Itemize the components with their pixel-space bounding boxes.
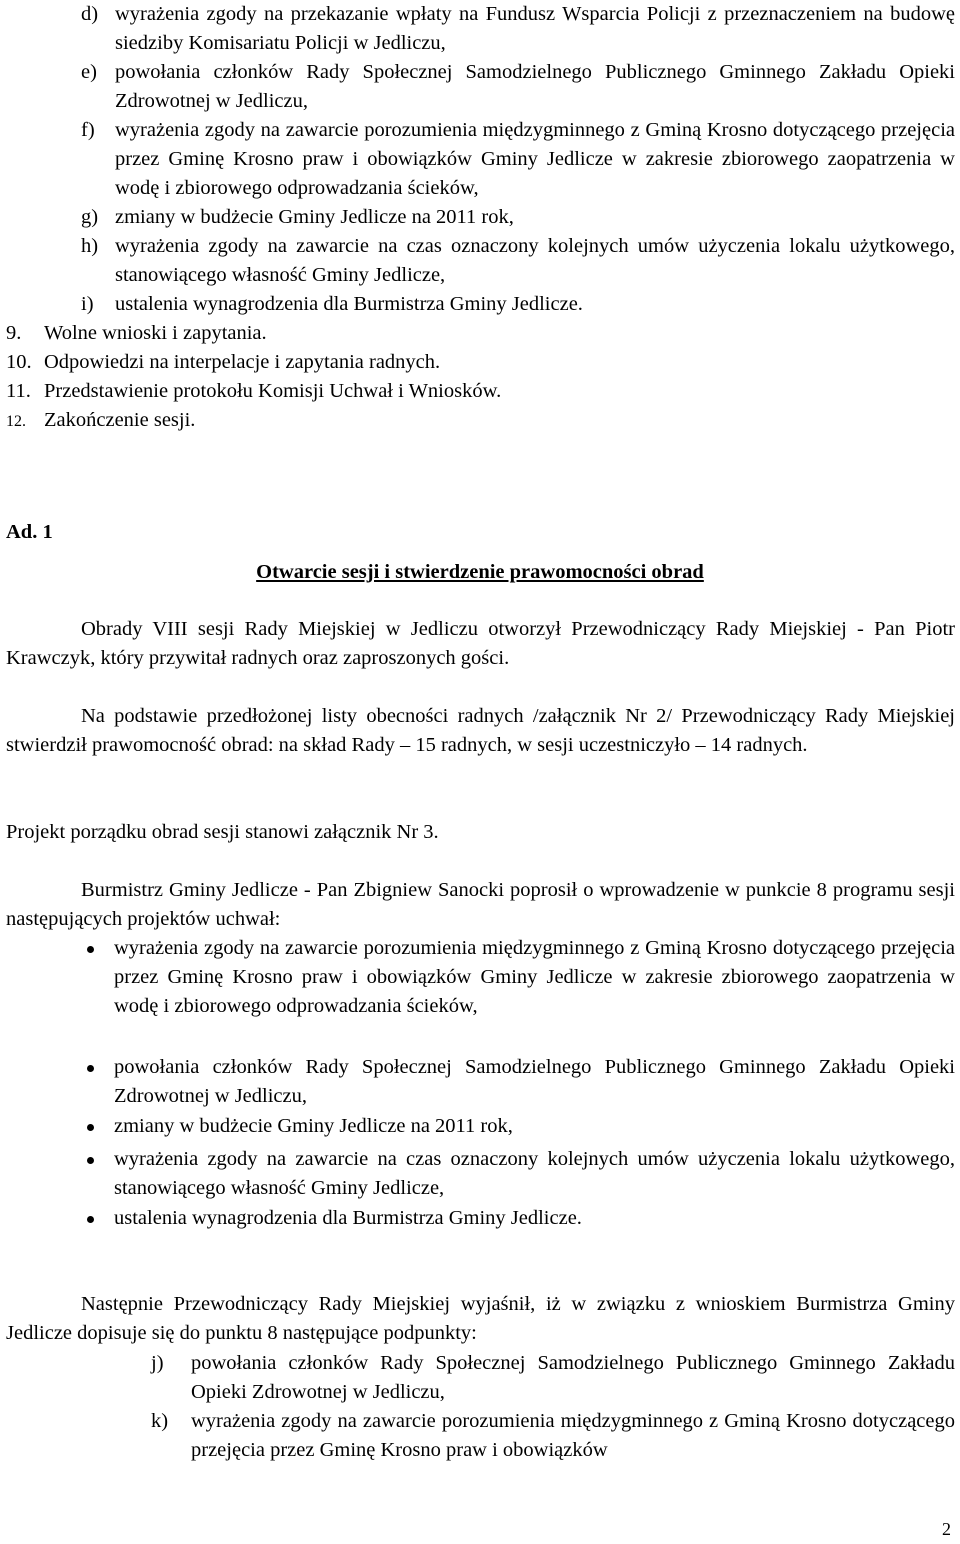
number-marker: 11.	[6, 380, 31, 402]
numbered-item-10	[6, 348, 946, 377]
section-title: Otwarcie sesji i stwierdzenie prawomocności obrad	[256, 561, 704, 583]
paragraph-agenda: Projekt porządku obrad sesji stanowi załącznik Nr 3.	[6, 821, 439, 843]
bullet-item	[114, 1053, 955, 1111]
list-item-f	[81, 116, 955, 203]
list-text: wyrażenia zgody na zawarcie porozumienia międzygminnego z Gminą Krosno dotyczącego przejęcia przez Gminę Krosno praw i obowiązków	[191, 1410, 955, 1461]
list-marker: j)	[151, 1352, 164, 1374]
number-marker: 10.	[6, 351, 32, 373]
bullet-item	[114, 1145, 955, 1203]
section-label: Ad. 1	[6, 521, 53, 543]
bullet-dot	[87, 1124, 94, 1131]
number-text: Odpowiedzi na interpelacje i zapytania radnych.	[44, 351, 441, 373]
list-text: wyrażenia zgody na przekazanie wpłaty na Fundusz Wsparcia Policji z przeznaczeniem na budowę siedziby Komisariatu Policji w Jedliczu,	[115, 3, 955, 54]
paragraph-mayor-request: Burmistrz Gminy Jedlicze - Pan Zbigniew Sanocki poprosił o wprowadzenie w punkcie 8 programu sesji następujących projektów uchwał:	[6, 879, 955, 930]
bullet-dot	[87, 1216, 94, 1223]
number-text: Przedstawienie protokołu Komisji Uchwał i Wniosków.	[44, 380, 502, 402]
bullet-text: zmiany w budżecie Gminy Jedlicze na 2011 rok,	[114, 1115, 513, 1137]
list-marker: e)	[81, 61, 97, 83]
numbered-item-11	[6, 377, 946, 406]
bullet-dot	[87, 1157, 94, 1164]
numbered-item-9	[6, 319, 946, 348]
list-item-d	[81, 0, 955, 58]
list-text: powołania członków Rady Społecznej Samodzielnego Publicznego Gminnego Zakładu Opieki Zdrowotnej w Jedliczu,	[191, 1352, 955, 1403]
list-item-e	[81, 58, 955, 116]
bullet-text: ustalenia wynagrodzenia dla Burmistrza Gminy Jedlicze.	[114, 1207, 582, 1229]
list-text: ustalenia wynagrodzenia dla Burmistrza Gminy Jedlicze.	[115, 293, 583, 315]
number-marker: 9.	[6, 322, 22, 344]
bullet-item	[114, 1112, 955, 1141]
list-text: powołania członków Rady Społecznej Samodzielnego Publicznego Gminnego Zakładu Opieki Zdrowotnej w Jedliczu,	[115, 61, 955, 112]
list-marker: i)	[81, 293, 94, 315]
number-text: Zakończenie sesji.	[44, 409, 196, 431]
bullet-item	[114, 1204, 955, 1233]
number-text: Wolne wnioski i zapytania.	[44, 322, 267, 344]
list-item-k	[151, 1407, 955, 1465]
list-item-h	[81, 232, 955, 290]
list-item-j	[151, 1349, 955, 1407]
bullet-text: powołania członków Rady Społecznej Samodzielnego Publicznego Gminnego Zakładu Opieki Zdrowotnej w Jedliczu,	[114, 1056, 955, 1107]
bullet-text: wyrażenia zgody na zawarcie porozumienia międzygminnego z Gminą Krosno dotyczącego przejęcia przez Gminę Krosno praw i obowiązków Gminy Jedlicze w zakresie zbiorowego zaopatrzenia w wodę i zbiorowego odprowadzania ścieków,	[114, 937, 955, 1017]
bullet-dot	[87, 946, 94, 953]
paragraph-chairman: Następnie Przewodniczący Rady Miejskiej wyjaśnił, iż w związku z wnioskiem Burmistrza Gminy Jedlicze dopisuje się do punktu 8 następujące podpunkty:	[6, 1293, 955, 1344]
list-marker: g)	[81, 206, 99, 228]
bullet-dot	[87, 1065, 94, 1072]
list-marker: d)	[81, 3, 99, 25]
bullet-item	[114, 934, 955, 1021]
list-text: wyrażenia zgody na zawarcie na czas oznaczony kolejnych umów użyczenia lokalu użytkowego, stanowiącego własność Gminy Jedlicze,	[115, 235, 955, 286]
paragraph-opening: Obrady VIII sesji Rady Miejskiej w Jedliczu otworzył Przewodniczący Rady Miejskiej - Pan Piotr Krawczyk, który przywitał radnych oraz zaproszonych gości.	[6, 618, 955, 669]
list-item-i	[81, 290, 955, 319]
numbered-item-12	[6, 406, 946, 436]
paragraph-quorum: Na podstawie przedłożonej listy obecności radnych /załącznik Nr 2/ Przewodniczący Rady Miejskiej stwierdził prawomocność obrad: na skład Rady – 15 radnych, w sesji uczestniczyło – 14 radnych.	[6, 705, 955, 756]
list-text: zmiany w budżecie Gminy Jedlicze na 2011 rok,	[115, 206, 514, 228]
list-text: wyrażenia zgody na zawarcie porozumienia międzygminnego z Gminą Krosno dotyczącego przejęcia przez Gminę Krosno praw i obowiązków Gminy Jedlicze w zakresie zbiorowego zaopatrzenia w wodę i zbiorowego odprowadzania ścieków,	[115, 119, 955, 199]
list-item-g	[81, 203, 955, 232]
page-number: 2	[942, 1519, 951, 1539]
list-marker: f)	[81, 119, 95, 141]
list-marker: h)	[81, 235, 99, 257]
list-marker: k)	[151, 1410, 169, 1432]
bullet-text: wyrażenia zgody na zawarcie na czas oznaczony kolejnych umów użyczenia lokalu użytkowego, stanowiącego własność Gminy Jedlicze,	[114, 1148, 955, 1199]
number-marker: 12.	[6, 413, 26, 430]
